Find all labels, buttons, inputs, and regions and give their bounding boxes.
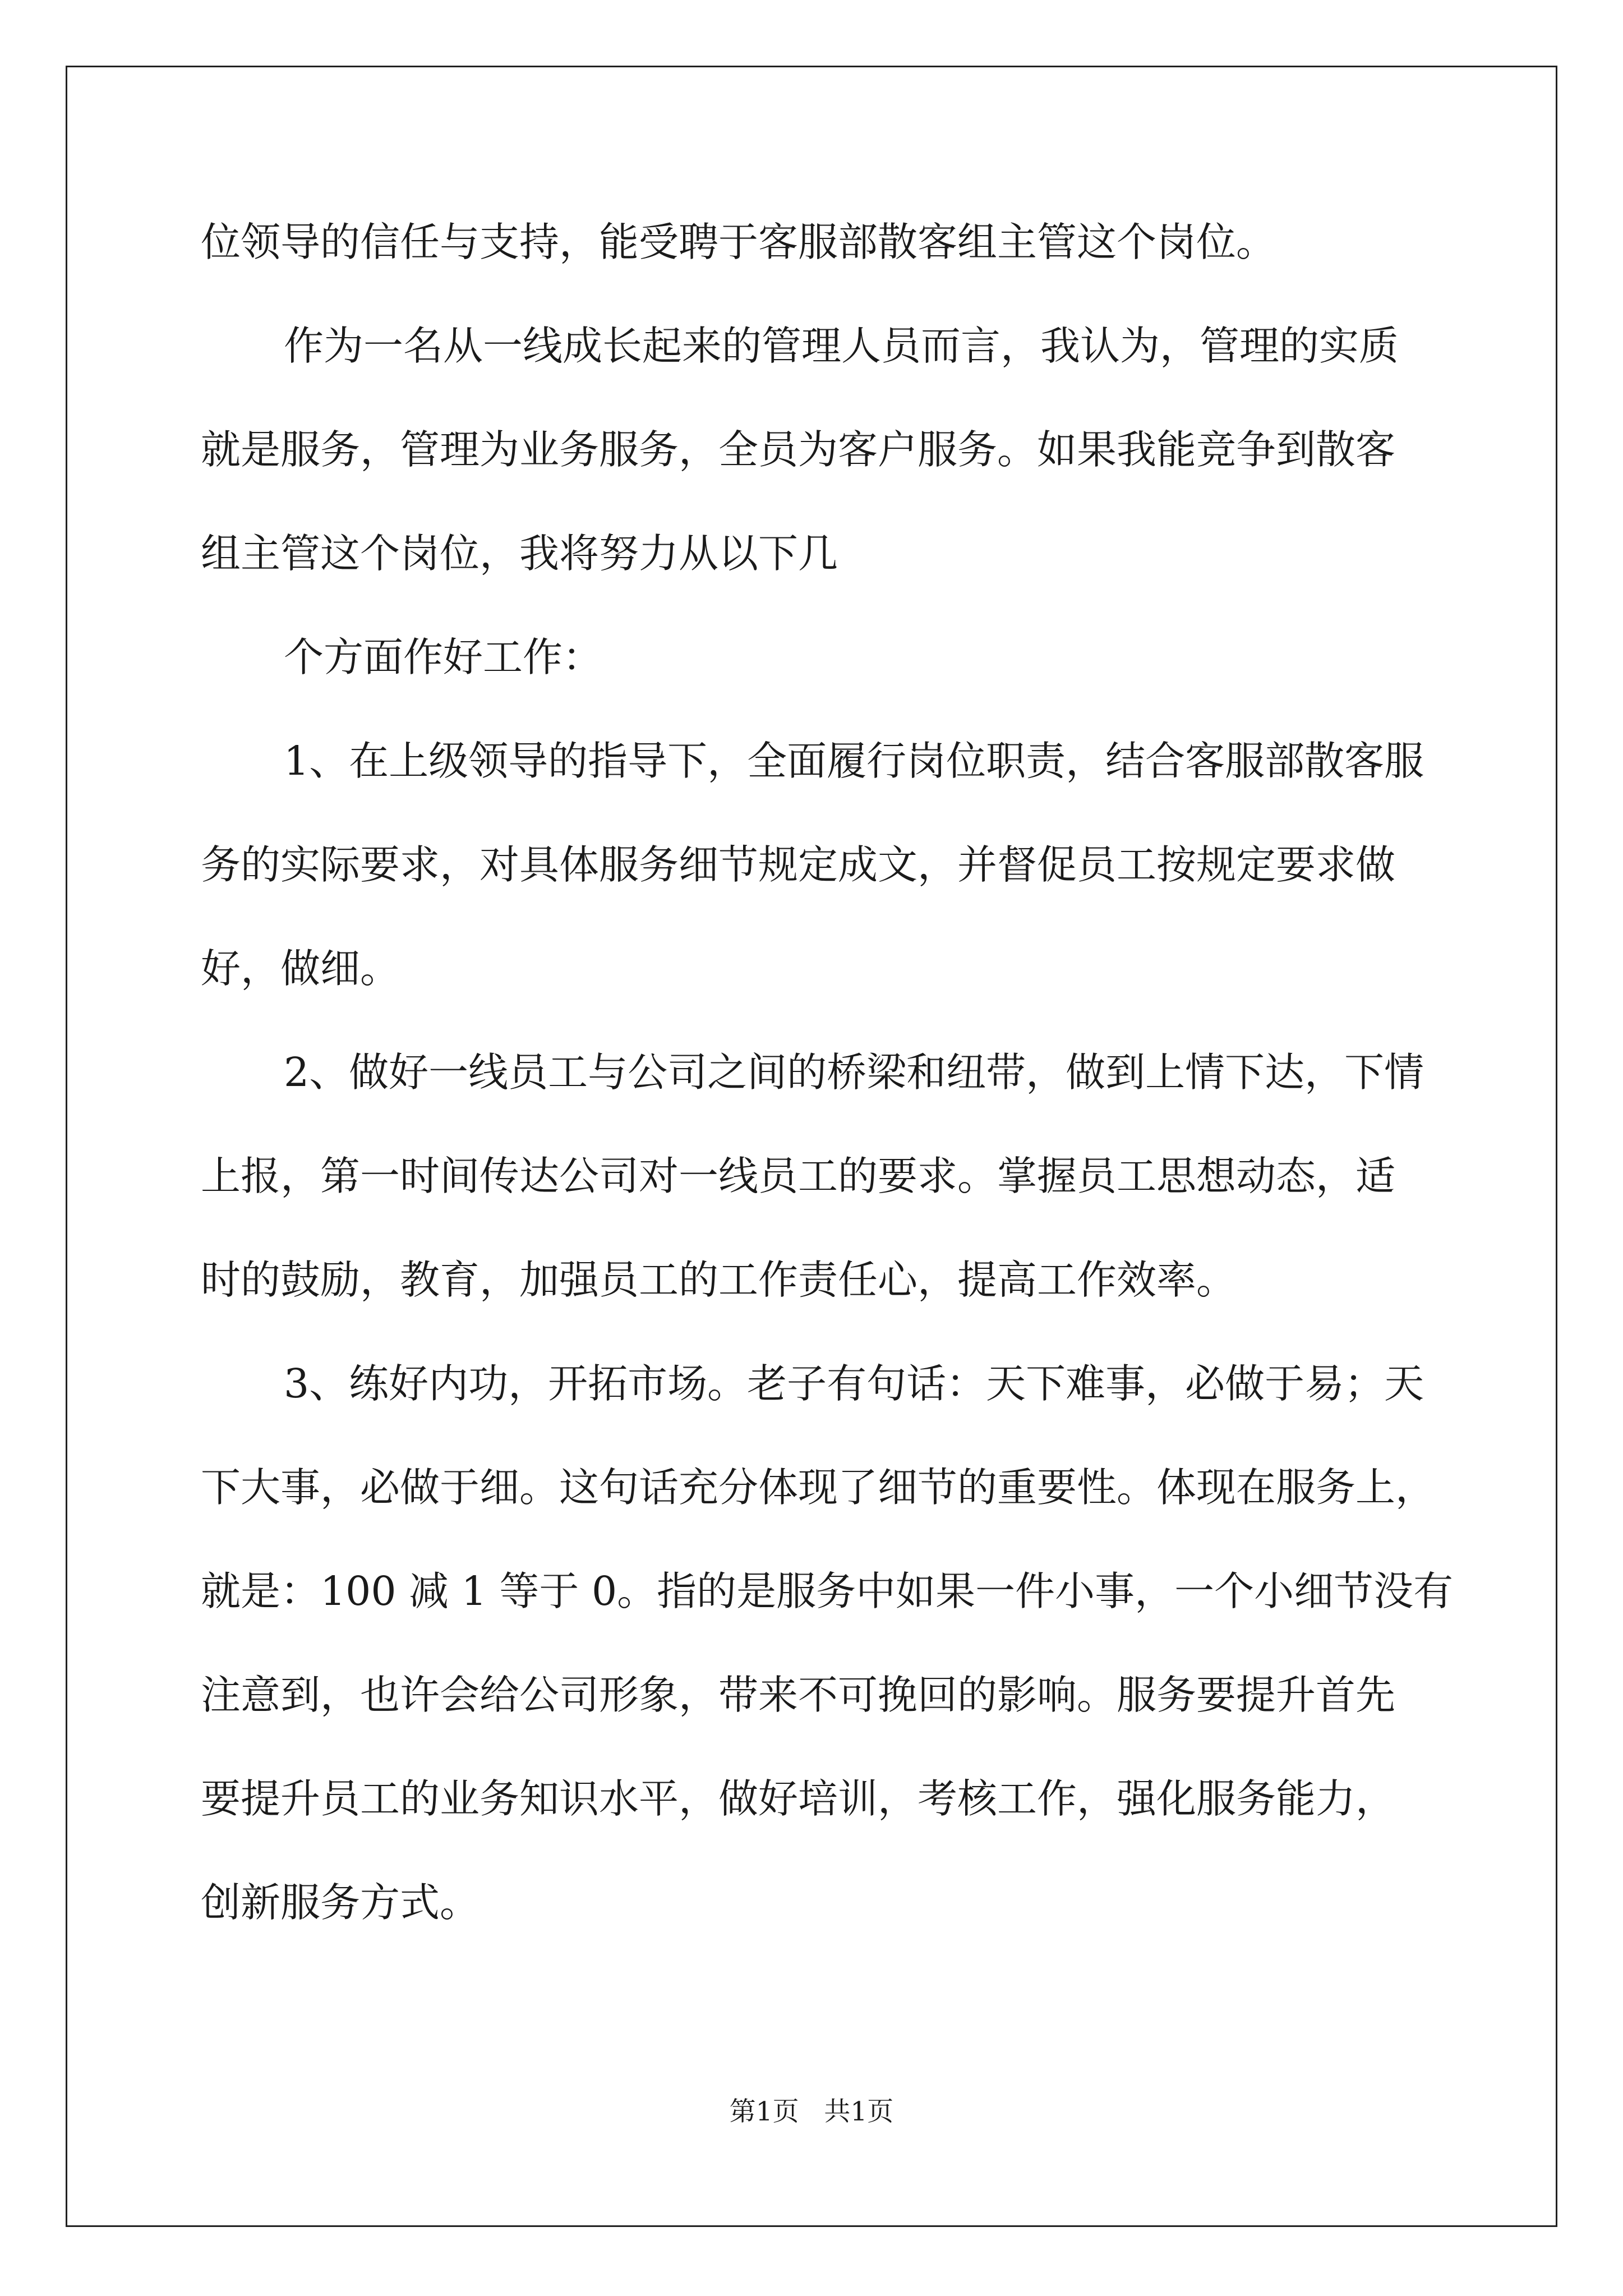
- paragraph-start: 1、在上级领导的指导下，全面履行岗位职责，结合客服部散客服: [284, 738, 1424, 784]
- text-line: 就是：100 减 1 等于 0。指的是服务中如果一件小事，一个小细节没有: [201, 1568, 1454, 1614]
- text-line: 上报，第一时间传达公司对一线员工的要求。掌握员工思想动态，适: [201, 1153, 1396, 1199]
- text-line: 下大事，必做于细。这句话充分体现了细节的重要性。体现在服务上，: [201, 1464, 1436, 1511]
- paragraph-start: 作为一名从一线成长起来的管理人员而言，我认为，管理的实质: [284, 323, 1399, 369]
- text-line: 就是服务，管理为业务服务，全员为客户服务。如果我能竞争到散客: [201, 426, 1396, 473]
- text-line: 时的鼓励，教育，加强员工的工作责任心，提高工作效率。: [201, 1257, 1237, 1303]
- text-line: 创新服务方式。: [201, 1879, 480, 1926]
- text-line: 组主管这个岗位，我将努力从以下几: [201, 530, 838, 577]
- paragraph-start: 2、做好一线员工与公司之间的桥梁和纽带，做到上情下达，下情: [284, 1049, 1424, 1096]
- text-line: 位领导的信任与支持，能受聘于客服部散客组主管这个岗位。: [201, 219, 1276, 265]
- text-line: 务的实际要求，对具体服务细节规定成文，并督促员工按规定要求做: [201, 841, 1396, 888]
- text-line: 好，做细。: [201, 945, 400, 992]
- paragraph-start: 个方面作好工作：: [284, 634, 603, 680]
- text-line: 注意到，也许会给公司形象，带来不可挽回的影响。服务要提升首先: [201, 1672, 1396, 1718]
- text-line: 要提升员工的业务知识水平，做好培训，考核工作，强化服务能力，: [201, 1775, 1396, 1822]
- paragraph-start: 3、练好内功，开拓市场。老子有句话：天下难事，必做于易；天: [284, 1360, 1424, 1407]
- page-footer: 第1页 共1页: [729, 2096, 894, 2127]
